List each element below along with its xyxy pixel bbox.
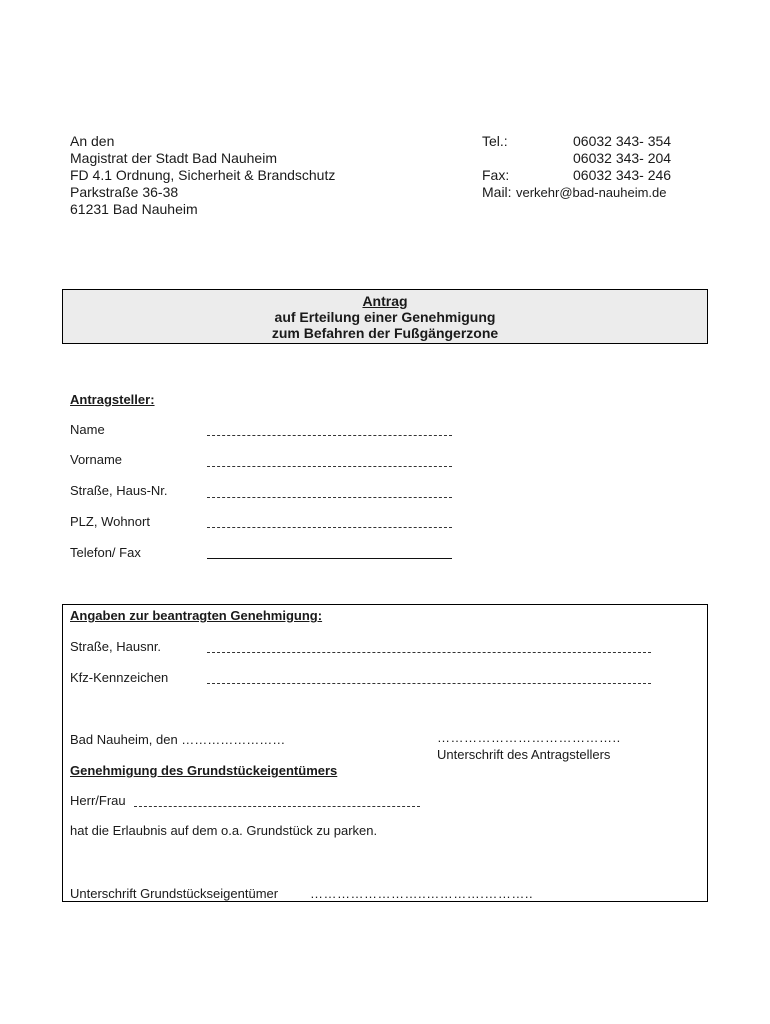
recipient-line: FD 4.1 Ordnung, Sicherheit & Brandschutz (70, 167, 336, 183)
place-date-field[interactable]: Bad Nauheim, den …………………… (70, 732, 286, 747)
permit-street-label: Straße, Hausnr. (70, 639, 162, 654)
recipient-address (70, 133, 335, 218)
permit-heading: Angaben zur beantragten Genehmigung: (70, 608, 323, 623)
permit-street-field[interactable] (207, 652, 651, 653)
herr-frau-field[interactable] (134, 806, 420, 807)
permission-text: hat die Erlaubnis auf dem o.a. Grundstück zu parken. (70, 823, 378, 838)
recipient-line: An den (70, 133, 115, 149)
vorname-field[interactable] (207, 466, 452, 467)
mail-row (482, 184, 692, 201)
vorname-label: Vorname (70, 452, 123, 467)
mail-label: Mail: (482, 184, 512, 200)
owner-signature-label: Unterschrift Grundstückseigentümer (70, 886, 279, 901)
owner-signature-field[interactable]: ……………………..………….……….. (310, 886, 534, 901)
tel-row-2 (482, 150, 692, 167)
title-box (62, 289, 708, 344)
plz-label: PLZ, Wohnort (70, 514, 150, 529)
fax-label: Fax: (482, 167, 510, 183)
tel-label: Tel.: (482, 133, 508, 149)
fax-number: 06032 343- 246 (573, 167, 672, 183)
document-title: Antrag (362, 293, 408, 309)
name-field[interactable] (207, 435, 452, 436)
mail-address: verkehr@bad-nauheim.de (516, 185, 667, 200)
tel-row (482, 133, 692, 150)
contact-block (482, 133, 692, 201)
street-field[interactable] (207, 497, 452, 498)
fax-row (482, 167, 692, 184)
herr-frau-label: Herr/Frau (70, 793, 126, 808)
plate-field[interactable] (207, 683, 651, 684)
phone-field[interactable] (207, 558, 452, 559)
tel-number-2: 06032 343- 204 (573, 150, 672, 166)
applicant-signature-caption: Unterschrift des Antragstellers (437, 747, 611, 762)
document-subtitle-1: auf Erteilung einer Genehmigung (274, 309, 496, 325)
applicant-signature-field[interactable]: ………………………………….. (437, 730, 621, 745)
recipient-line: Magistrat der Stadt Bad Nauheim (70, 150, 277, 166)
recipient-line: 61231 Bad Nauheim (70, 201, 198, 217)
owner-heading: Genehmigung des Grundstückeigentümers (70, 763, 338, 778)
recipient-line: Parkstraße 36-38 (70, 184, 179, 200)
name-label: Name (70, 422, 105, 437)
phone-label: Telefon/ Fax (70, 545, 141, 560)
plate-label: Kfz-Kennzeichen (70, 670, 169, 685)
document-subtitle-2: zum Befahren der Fußgängerzone (271, 325, 499, 341)
tel-number-1: 06032 343- 354 (573, 133, 672, 149)
plz-field[interactable] (207, 527, 452, 528)
applicant-heading: Antragsteller: (70, 392, 155, 407)
street-label: Straße, Haus-Nr. (70, 483, 168, 498)
